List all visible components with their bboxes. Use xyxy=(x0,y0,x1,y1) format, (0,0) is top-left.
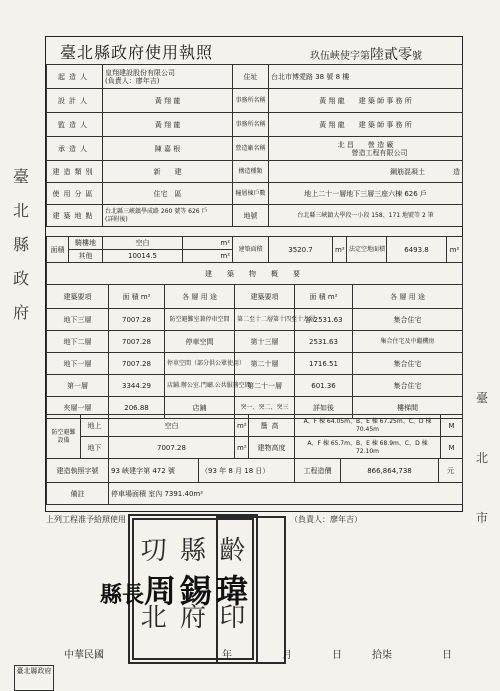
area-table xyxy=(46,236,463,263)
permit-value: 93 峽建字第 472 號 xyxy=(109,459,199,483)
side-text-right: 臺 北 市 xyxy=(475,391,488,525)
row-use: 停車空間 xyxy=(165,331,235,353)
corner-stamp: 臺北縣政府 xyxy=(14,665,54,691)
unit-m2: m² xyxy=(447,237,463,263)
remark-value: 停車場面積 室內 7391.40m² xyxy=(109,483,463,505)
footer-pickup: 拾柒 xyxy=(372,650,392,661)
row-area: 詳如後 xyxy=(295,397,353,419)
shelter-below-label: 地下 xyxy=(81,437,109,459)
footer-day: 日 xyxy=(442,650,452,661)
legal-area-value: 6493.8 xyxy=(387,237,447,263)
use-zone-value: 住宅 區 xyxy=(103,183,233,205)
supervisor-value: 黃 翔 龍 xyxy=(103,113,233,137)
row-item: 第二十層 xyxy=(235,353,295,375)
category-label: 建造類別 xyxy=(47,161,103,183)
supervisor-office-label: 事務所名稱 xyxy=(233,113,269,137)
license-number: 玖伍峽使字第陸貳零號 xyxy=(310,47,422,63)
designer-office-value: 黃 翔 龍 建 築 師 事 務 所 xyxy=(269,89,463,113)
lot-value: 台北縣三峽鎮大學段一小段 158、171 地號等 2 筆 xyxy=(269,205,463,227)
statement: 上列工程准予給照使用 xyxy=(46,515,126,524)
row-use: 樓梯間 xyxy=(353,397,463,419)
row-item: 地下一層 xyxy=(47,353,109,375)
eaves-value: A、F 棟 64.05m、B、E 棟 67.25m、C、D 棟 70.45m xyxy=(295,415,441,437)
floors-value: 地上二十一層地下三層三座六棟 626 戶 xyxy=(269,183,463,205)
row-area: 3344.29 xyxy=(109,375,165,397)
mayor-signature: 縣長周錫瑋 xyxy=(100,572,253,610)
address-value: 台北市博愛路 38 號 8 樓 xyxy=(269,65,463,89)
designer-office-label: 事務所名稱 xyxy=(233,89,269,113)
row-item: 夾層一層 xyxy=(47,397,109,419)
row-use: 集合住宅 xyxy=(353,375,463,397)
address-label: 住址 xyxy=(233,65,269,89)
arcade-label: 騎樓地 xyxy=(69,237,103,250)
header-use: 各 層 用 途 xyxy=(165,285,235,309)
row-use: 店鋪 xyxy=(165,397,235,419)
cost-value: 866,864,738 xyxy=(341,459,439,483)
height-label: 建物高度 xyxy=(249,437,295,459)
structure-value: 鋼筋混凝土 造 xyxy=(269,161,463,183)
permit-date: （93 年 8 月 18 日） xyxy=(199,459,295,483)
row-item: 突一、突二、突三 xyxy=(235,397,295,419)
header-area: 面 積 m² xyxy=(295,285,353,309)
site-value: 台北縣三峽鎮學成路 260 號等 626 戶 (詳附後) xyxy=(103,205,233,227)
area-label: 面積 xyxy=(47,237,69,263)
side-text-left: 臺 北 縣 政 府 xyxy=(12,167,29,322)
other-value: 10014.5 xyxy=(103,250,183,263)
eaves-label: 簷高 xyxy=(249,415,295,437)
row-item: 地下三層 xyxy=(47,309,109,331)
building-area-label: 建築面積 xyxy=(233,237,269,263)
row-use: 集合住宅 xyxy=(353,309,463,331)
overview-heading: 建 築 物 概 要 xyxy=(47,263,463,285)
shelter-above-label: 地上 xyxy=(81,415,109,437)
contractor-label: 承造人 xyxy=(47,137,103,161)
legal-area-label: 法定空地面積 xyxy=(347,237,387,263)
row-use: 防空避難室兼停車空間 xyxy=(165,309,235,331)
table-row xyxy=(47,353,463,375)
row-item: 第十三層 xyxy=(235,331,295,353)
shelter-table xyxy=(46,414,463,459)
lot-label: 地號 xyxy=(233,205,269,227)
row-use: 集合住宅 xyxy=(353,353,463,375)
header-item: 建築要項 xyxy=(47,285,109,309)
row-area: 7007.28 xyxy=(109,331,165,353)
unit-m2: m² xyxy=(183,250,233,263)
cost-unit: 元 xyxy=(439,459,463,483)
unit-m: M xyxy=(441,415,463,437)
table-row xyxy=(47,331,463,353)
footer-year: 年 xyxy=(222,650,232,661)
contractor-firm-label: 營造廠名稱 xyxy=(233,137,269,161)
header-item: 建築要項 xyxy=(235,285,295,309)
footer-era: 中華民國 xyxy=(64,650,104,661)
use-zone-label: 使用分區 xyxy=(47,183,103,205)
contractor-value: 陳 嘉 根 xyxy=(103,137,233,161)
supervisor-label: 監造人 xyxy=(47,113,103,137)
other-label: 其他 xyxy=(69,250,103,263)
statement-rep: （負責人：廖年吉） xyxy=(290,515,362,524)
applicant-label: 起造人 xyxy=(47,65,103,89)
row-area: 601.36 xyxy=(295,375,353,397)
row-area: 7007.28 xyxy=(109,309,165,331)
unit-m2: m² xyxy=(235,415,249,437)
row-area: 各 2531.63 xyxy=(295,309,353,331)
header-area: 面 積 m² xyxy=(109,285,165,309)
permit-table xyxy=(46,458,463,505)
row-item: 地下二層 xyxy=(47,331,109,353)
designer-value: 黃 翔 龍 xyxy=(103,89,233,113)
shelter-below-value: 7007.28 xyxy=(109,437,235,459)
building-area-value: 3520.7 xyxy=(269,237,333,263)
unit-m2: m² xyxy=(183,237,233,250)
row-area: 2531.63 xyxy=(295,331,353,353)
table-row xyxy=(47,375,463,397)
structure-label: 構造種類 xyxy=(233,161,269,183)
header-use: 各 層 用 途 xyxy=(353,285,463,309)
remark-label: 備註 xyxy=(47,483,109,505)
row-area: 206.88 xyxy=(109,397,165,419)
shelter-label: 防空避難設備 xyxy=(47,415,81,459)
row-item: 第一層 xyxy=(47,375,109,397)
unit-m2: m² xyxy=(333,237,347,263)
row-area: 1716.51 xyxy=(295,353,353,375)
unit-m2: m² xyxy=(235,437,249,459)
document-title: 臺北縣政府使用執照 xyxy=(60,43,214,62)
official-seal: 㓛 縣 齡 北 府 印 xyxy=(128,514,258,664)
row-area: 7007.28 xyxy=(109,353,165,375)
permit-label: 建造執照字號 xyxy=(47,459,109,483)
row-item: 第二至十二層第十四至十九層 xyxy=(235,309,295,331)
arcade-value: 空白 xyxy=(103,237,183,250)
row-item: 第二十一層 xyxy=(235,375,295,397)
site-label: 建築地點 xyxy=(47,205,103,227)
row-use: 停車空間（部分供公眾使用） xyxy=(165,353,235,375)
row-use: 店鋪.辦公室.門廳.公共服務空間 xyxy=(165,375,235,397)
row-use: 集合住宅及中繼機房 xyxy=(353,331,463,353)
floors-label: 幢層棟戶數 xyxy=(233,183,269,205)
category-value: 新 建 xyxy=(103,161,233,183)
applicant-value: 皇翔建設股份有限公司 (負責人：廖年吉) xyxy=(103,65,233,89)
table-row xyxy=(47,309,463,331)
height-value: A、F 棟 65.7m、B、E 棟 68.9m、C、D 棟 72.10m xyxy=(295,437,441,459)
shelter-above-value: 空白 xyxy=(109,415,235,437)
info-table xyxy=(46,64,463,227)
footer-month: 月 日 xyxy=(282,650,342,661)
unit-m: M xyxy=(441,437,463,459)
contractor-firm-value: 北 昌 營 造 廠 營造工程有限公司 xyxy=(269,137,463,161)
cost-label: 工程造價 xyxy=(295,459,341,483)
supervisor-office-value: 黃 翔 龍 建 築 師 事 務 所 xyxy=(269,113,463,137)
overview-table xyxy=(46,262,463,419)
designer-label: 設計人 xyxy=(47,89,103,113)
